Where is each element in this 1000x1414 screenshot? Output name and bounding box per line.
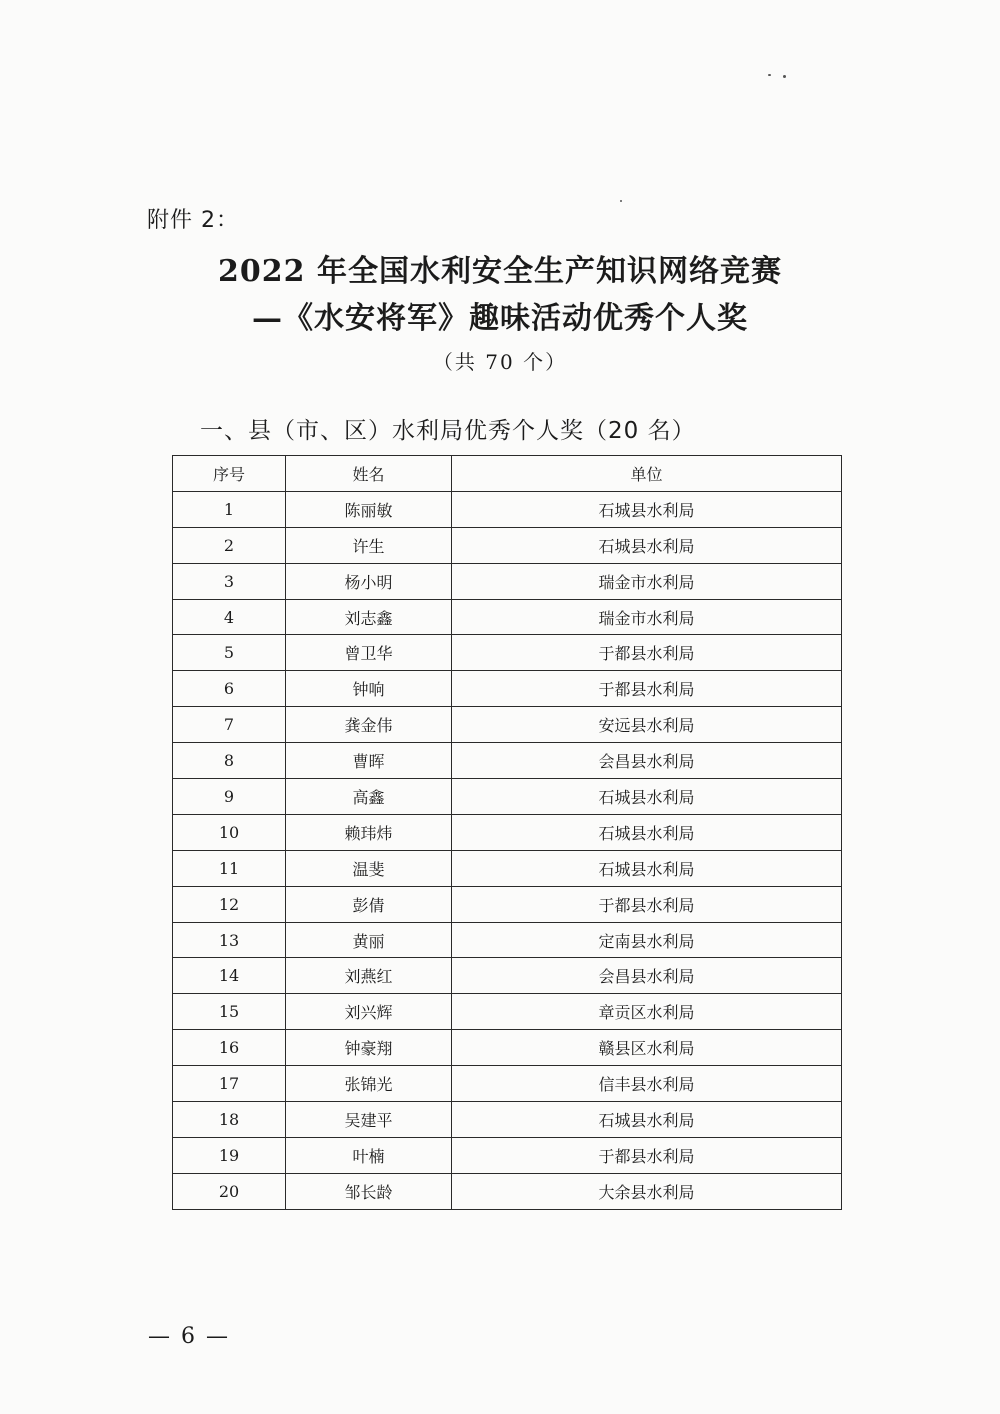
scan-speck: [768, 74, 771, 76]
cell-seq: 14: [173, 958, 286, 994]
cell-name: 刘兴辉: [286, 994, 452, 1030]
cell-name: 张锦光: [286, 1066, 452, 1102]
cell-unit: 石城县水利局: [452, 491, 842, 527]
cell-seq: 9: [173, 779, 286, 815]
award-table: [172, 455, 842, 1210]
table-row: [173, 1137, 842, 1173]
cell-seq: 20: [173, 1173, 286, 1209]
cell-seq: 3: [173, 563, 286, 599]
cell-unit: 石城县水利局: [452, 779, 842, 815]
cell-seq: 16: [173, 1030, 286, 1066]
cell-unit: 于都县水利局: [452, 886, 842, 922]
table-row: [173, 850, 842, 886]
cell-name: 赖玮炜: [286, 814, 452, 850]
scan-speck: [620, 200, 622, 202]
table-header-row: [173, 456, 842, 492]
cell-seq: 12: [173, 886, 286, 922]
cell-unit: 信丰县水利局: [452, 1066, 842, 1102]
table-row: [173, 743, 842, 779]
cell-name: 陈丽敏: [286, 491, 452, 527]
table-row: [173, 527, 842, 563]
table-row: [173, 707, 842, 743]
cell-unit: 石城县水利局: [452, 814, 842, 850]
column-header-seq: 序号: [173, 456, 286, 492]
cell-seq: 13: [173, 922, 286, 958]
table-row: [173, 922, 842, 958]
cell-unit: 石城县水利局: [452, 1102, 842, 1138]
cell-unit: 石城县水利局: [452, 527, 842, 563]
table-body: [173, 491, 842, 1209]
cell-name: 黄丽: [286, 922, 452, 958]
table-row: [173, 994, 842, 1030]
section-heading: 一、县（市、区）水利局优秀个人奖（20 名）: [200, 418, 696, 444]
cell-seq: 10: [173, 814, 286, 850]
cell-name: 邹长龄: [286, 1173, 452, 1209]
cell-unit: 赣县区水利局: [452, 1030, 842, 1066]
table-row: [173, 779, 842, 815]
cell-unit: 瑞金市水利局: [452, 563, 842, 599]
cell-unit: 大余县水利局: [452, 1173, 842, 1209]
table-row: [173, 1030, 842, 1066]
cell-seq: 5: [173, 635, 286, 671]
table-row: [173, 958, 842, 994]
cell-name: 吴建平: [286, 1102, 452, 1138]
table-row: [173, 563, 842, 599]
cell-seq: 11: [173, 850, 286, 886]
table-row: [173, 814, 842, 850]
cell-unit: 会昌县水利局: [452, 743, 842, 779]
cell-name: 杨小明: [286, 563, 452, 599]
cell-name: 刘燕红: [286, 958, 452, 994]
cell-seq: 17: [173, 1066, 286, 1102]
cell-unit: 定南县水利局: [452, 922, 842, 958]
document-title-line-2: —《水安将军》趣味活动优秀个人奖: [252, 301, 748, 336]
cell-seq: 18: [173, 1102, 286, 1138]
table-row: [173, 1173, 842, 1209]
table-row: [173, 886, 842, 922]
cell-name: 钟响: [286, 671, 452, 707]
cell-seq: 2: [173, 527, 286, 563]
cell-name: 彭倩: [286, 886, 452, 922]
cell-name: 曾卫华: [286, 635, 452, 671]
cell-name: 刘志鑫: [286, 599, 452, 635]
table-row: [173, 1102, 842, 1138]
cell-unit: 于都县水利局: [452, 671, 842, 707]
column-header-name: 姓名: [286, 456, 452, 492]
cell-name: 钟豪翔: [286, 1030, 452, 1066]
cell-name: 高鑫: [286, 779, 452, 815]
cell-seq: 6: [173, 671, 286, 707]
cell-unit: 章贡区水利局: [452, 994, 842, 1030]
cell-seq: 7: [173, 707, 286, 743]
cell-seq: 19: [173, 1137, 286, 1173]
cell-unit: 石城县水利局: [452, 850, 842, 886]
scan-speck: [783, 75, 786, 78]
cell-name: 温斐: [286, 850, 452, 886]
cell-name: 许生: [286, 527, 452, 563]
table-row: [173, 671, 842, 707]
cell-seq: 4: [173, 599, 286, 635]
table-row: [173, 635, 842, 671]
document-title-line-1: 2022 年全国水利安全生产知识网络竞赛: [218, 254, 782, 289]
cell-seq: 8: [173, 743, 286, 779]
table-row: [173, 491, 842, 527]
column-header-unit: 单位: [452, 456, 842, 492]
cell-name: 曹晖: [286, 743, 452, 779]
attachment-label: 附件 2：: [147, 208, 239, 233]
cell-unit: 于都县水利局: [452, 635, 842, 671]
cell-seq: 1: [173, 491, 286, 527]
cell-name: 叶楠: [286, 1137, 452, 1173]
table-row: [173, 1066, 842, 1102]
table-row: [173, 599, 842, 635]
page-number: — 6 —: [148, 1324, 230, 1349]
cell-unit: 于都县水利局: [452, 1137, 842, 1173]
cell-unit: 瑞金市水利局: [452, 599, 842, 635]
cell-unit: 安远县水利局: [452, 707, 842, 743]
cell-name: 龚金伟: [286, 707, 452, 743]
cell-unit: 会昌县水利局: [452, 958, 842, 994]
cell-seq: 15: [173, 994, 286, 1030]
total-count: （共 70 个）: [432, 350, 568, 374]
